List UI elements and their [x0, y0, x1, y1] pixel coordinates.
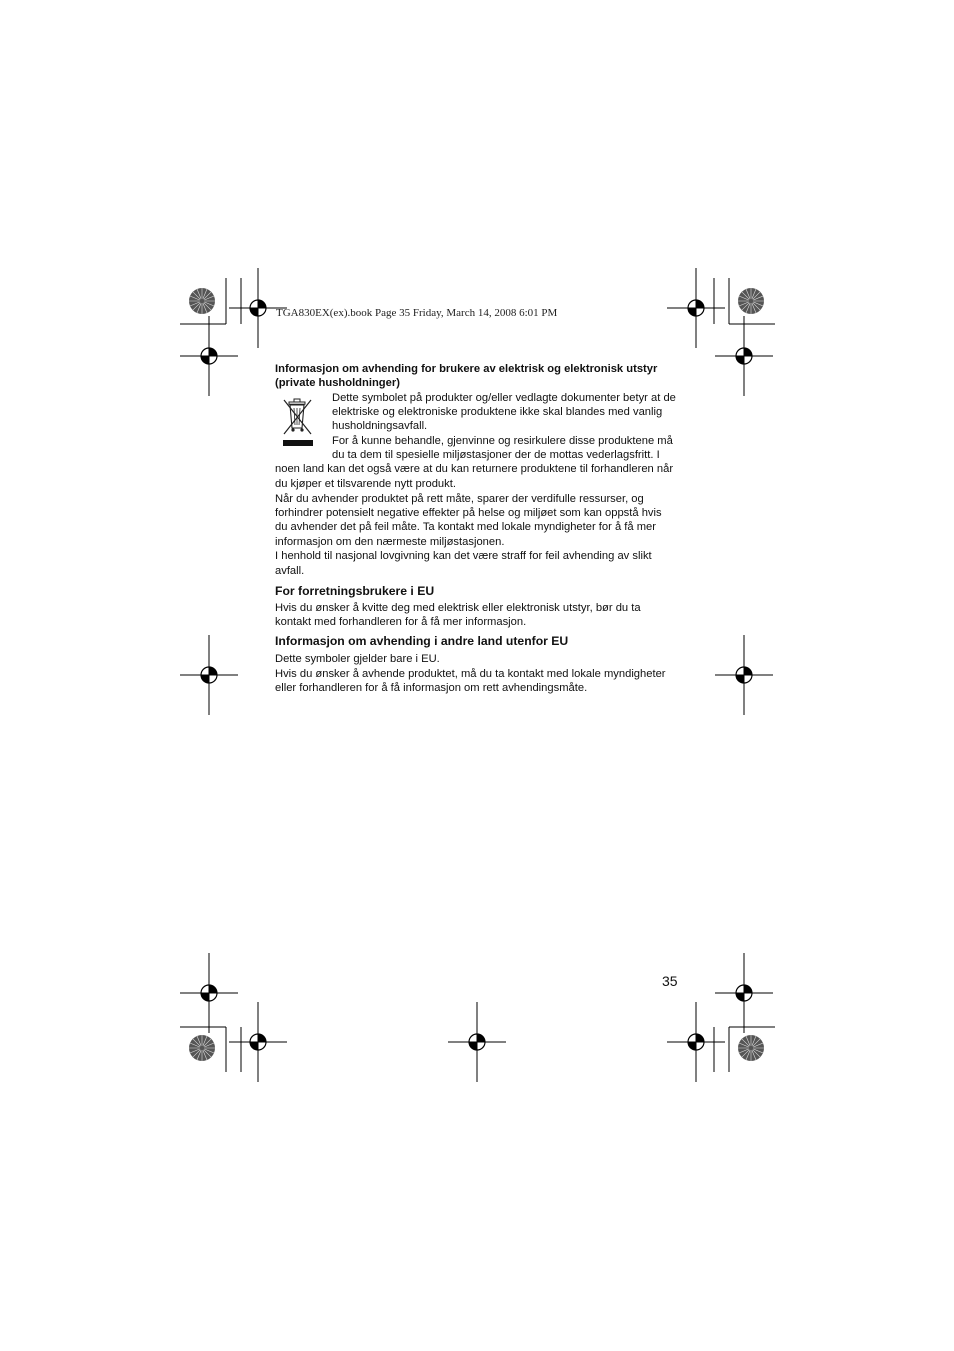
section3-line: Dette symboler gjelder bare i EU.: [275, 653, 440, 665]
page-number: 35: [662, 973, 678, 989]
section1-line: du avhender det på feil måte. Ta kontakt med lokale myndigheter for å få mer: [275, 521, 657, 533]
section1-line: informasjon om den nærmeste miljøstasjonen.: [275, 536, 505, 548]
section2-line: kontakt med forhandleren for å få mer informasjon.: [275, 616, 527, 628]
section1-line: forhindrer potensielt negative effekter på helse og miljøet som kan oppstå hvis: [275, 507, 662, 519]
section1-title-line1: Informasjon om avhending for brukere av elektrisk og elektronisk utstyr: [275, 363, 658, 375]
section1-line: avfall.: [275, 565, 305, 577]
section1-line: noen land kan det også være at du kan returnere produktene til forhandleren når: [275, 463, 674, 475]
section1-line: For å kunne behandle, gjenvinne og resirkulere disse produktene må: [332, 435, 673, 447]
section1-line: husholdningsavfall.: [332, 420, 428, 432]
section1-line: du kjøper et tilsvarende nytt produkt.: [275, 478, 456, 490]
section3-line: eller forhandleren for å få informasjon om rett avhendingsmåte.: [275, 682, 588, 694]
section1-line: I henhold til nasjonal lovgivning kan det være straff for feil avhending av slikt: [275, 550, 652, 562]
section3-title: Informasjon om avhending i andre land utenfor EU: [275, 634, 569, 648]
section3-line: Hvis du ønsker å avhende produktet, må du ta kontakt med lokale myndigheter: [275, 668, 666, 680]
section1-line: Dette symbolet på produkter og/eller vedlagte dokumenter betyr at de: [332, 392, 676, 404]
section1-line: elektriske og elektroniske produktene ikke skal blandes med vanlig: [332, 406, 663, 418]
section1-line: du ta dem til spesielle miljøstasjoner der de mottas vederlagsfritt. I: [332, 449, 660, 461]
print-header: TGA830EX(ex).book Page 35 Friday, March 14, 2008 6:01 PM: [276, 307, 558, 319]
section1-line: Når du avhender produktet på rett måte, sparer der verdifulle ressurser, og: [275, 493, 644, 505]
section2-title: For forretningsbrukere i EU: [275, 584, 435, 598]
section1-title-line2: (private husholdninger): [275, 377, 400, 389]
weee-crossed-bin-icon: [281, 396, 315, 450]
section2-line: Hvis du ønsker å kvitte deg med elektrisk eller elektronisk utstyr, bør du ta: [275, 602, 641, 614]
